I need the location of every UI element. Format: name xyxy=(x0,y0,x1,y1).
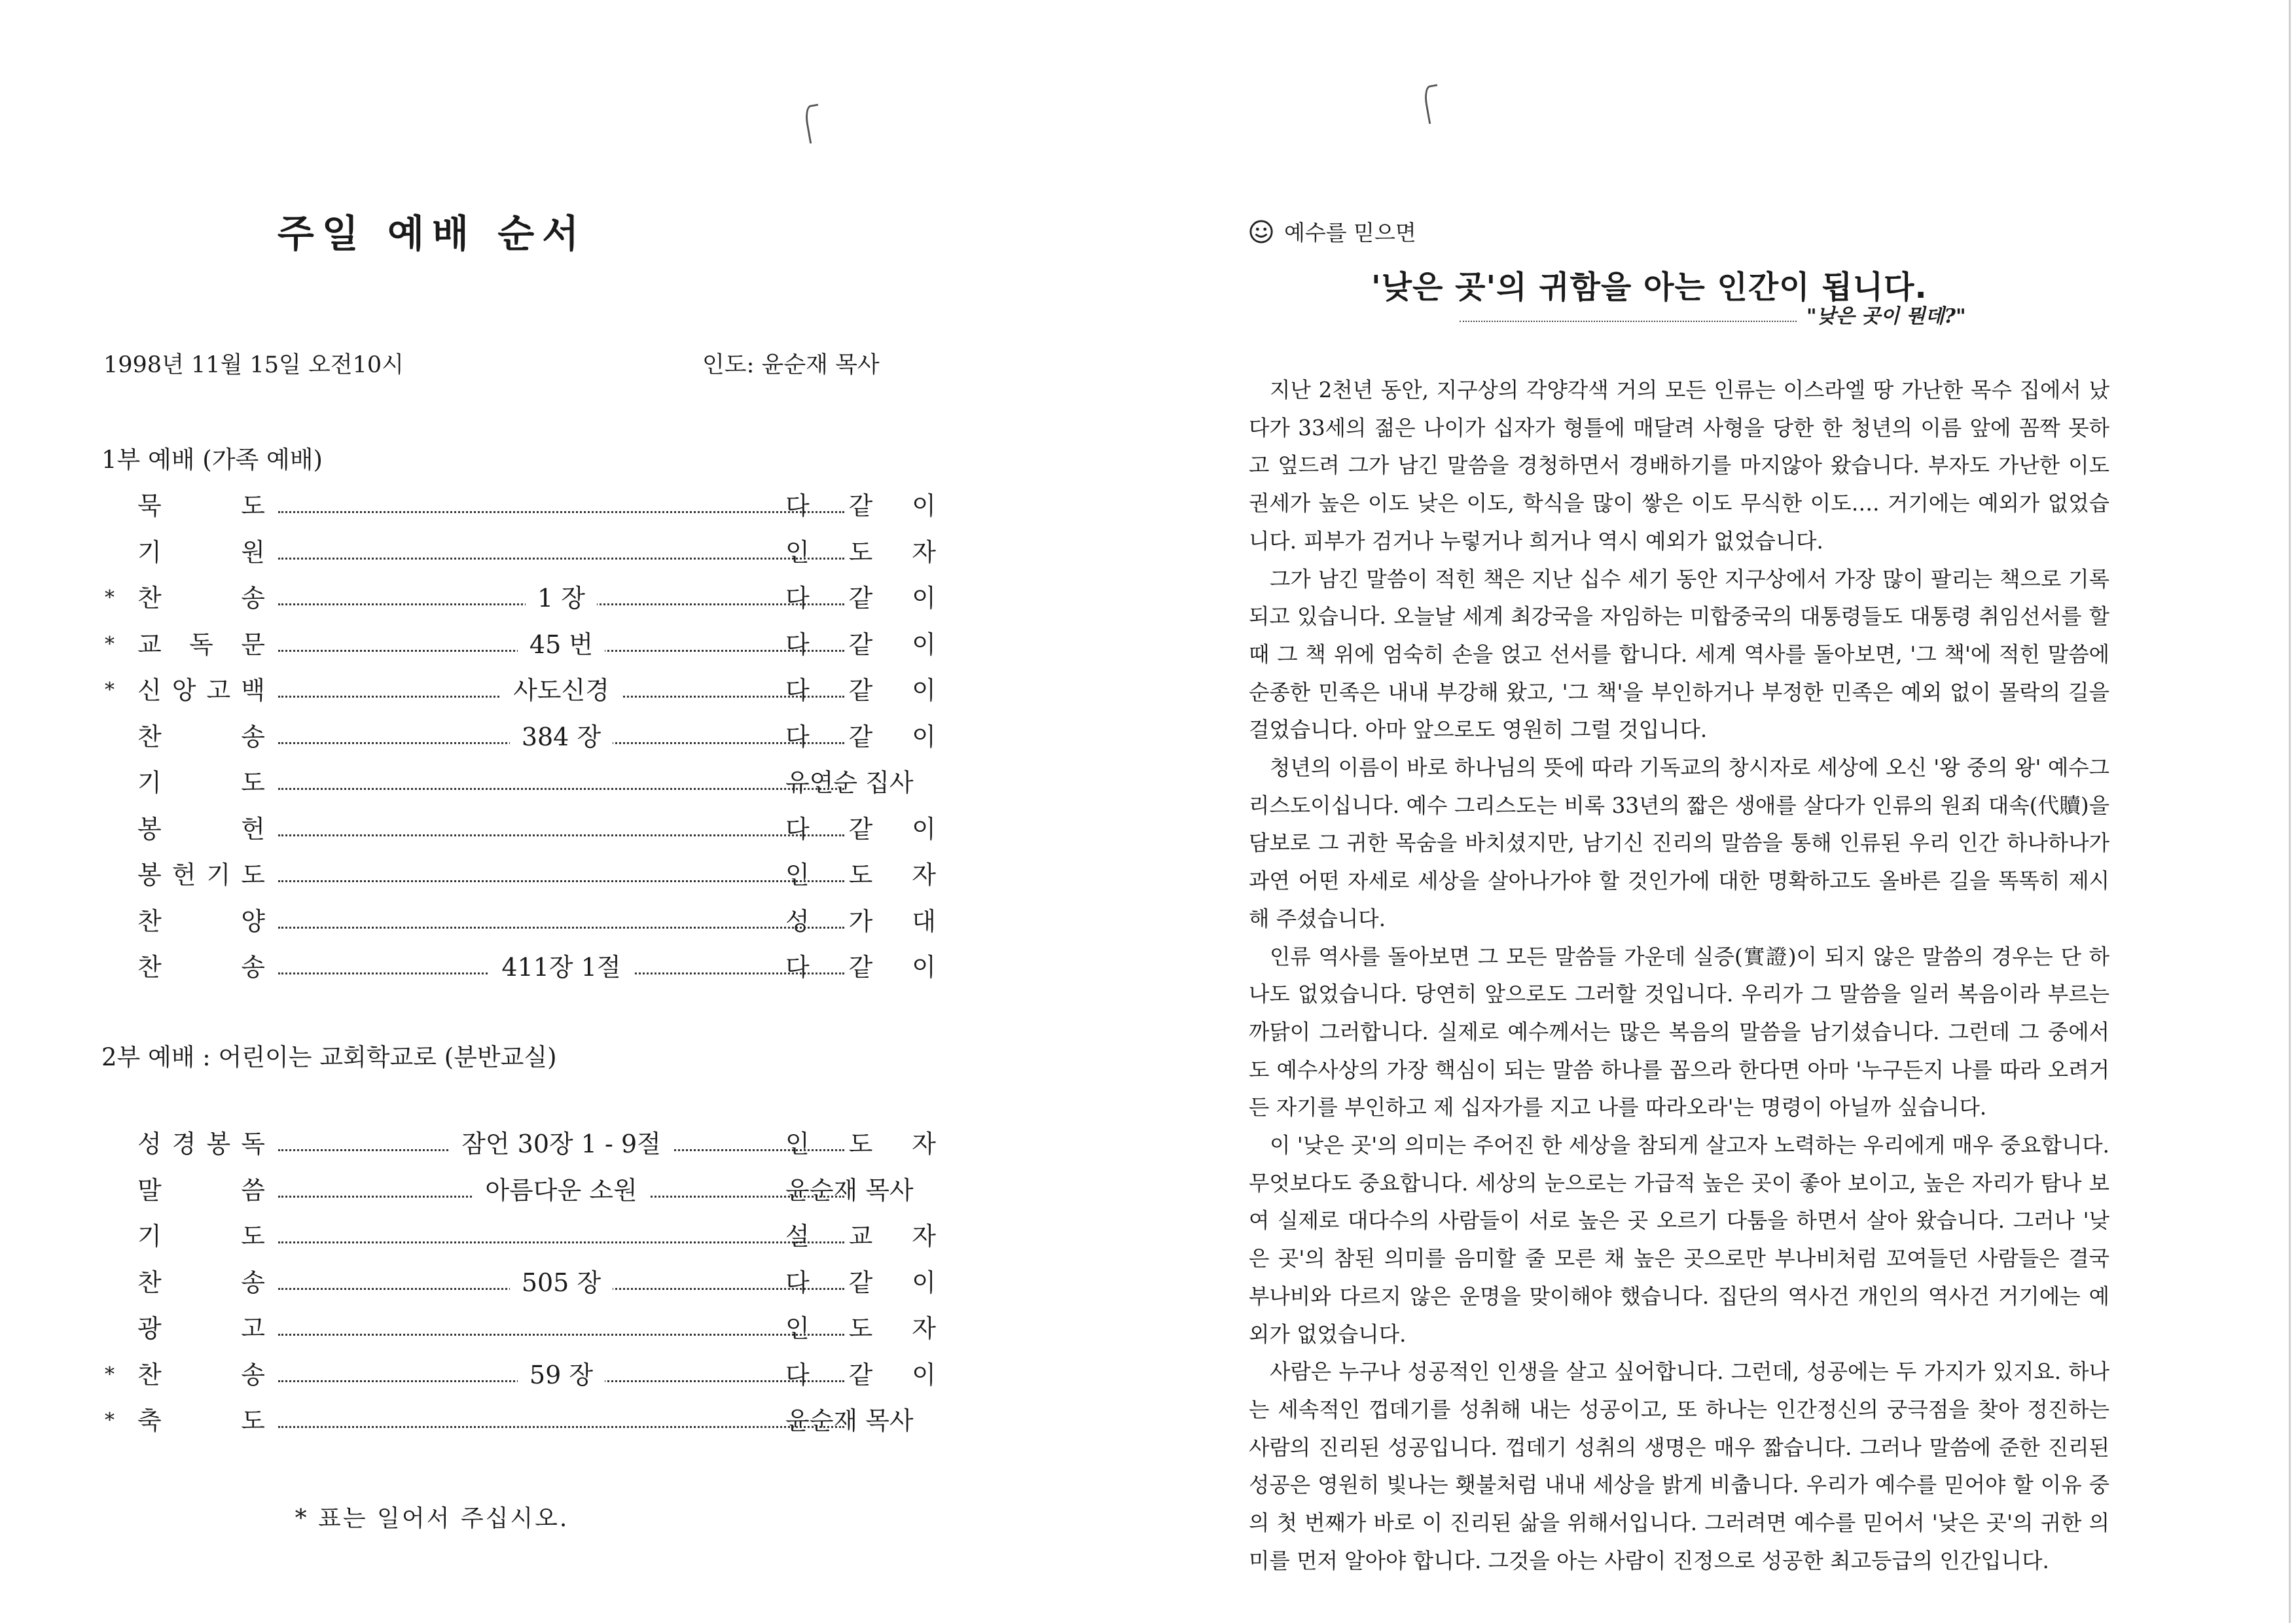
order-row xyxy=(105,719,956,755)
order-item-detail: 505 장 xyxy=(510,1268,613,1297)
order-item-leader-part: 인 xyxy=(785,537,810,567)
order-item-char: 교 xyxy=(137,630,162,659)
order-item-char: 고 xyxy=(241,1314,265,1343)
order-item-name xyxy=(137,1357,265,1393)
order-item-leader xyxy=(785,1126,936,1162)
order-item-char: 축 xyxy=(137,1406,162,1435)
order-item-leader-part: 같 xyxy=(848,584,873,613)
order-item-name xyxy=(137,1218,265,1255)
order-item-name xyxy=(137,672,265,709)
order-item-char: 헌 xyxy=(241,814,265,844)
order-item-name xyxy=(137,719,265,755)
order-item-leader-part: 설 xyxy=(785,1222,810,1251)
order-item-name xyxy=(137,857,265,893)
order-item-detail-box xyxy=(278,1126,844,1162)
order-item-name xyxy=(137,1172,265,1209)
order-item-leader-part: 성 xyxy=(785,906,810,936)
standing-marker: * xyxy=(105,679,115,702)
order-item-leader-part: 도 xyxy=(848,1314,873,1343)
part1-heading: 1부 예배 (가족 예배) xyxy=(101,446,323,474)
dotted-leader xyxy=(278,1334,844,1336)
paragraph: 인류 역사를 돌아보면 그 모든 말씀들 가운데 실증(實證)이 되지 않은 말씀의 경우는 단 하나도 없었습니다. 당연히 앞으로도 그러할 것입니다. 우리가 그 말씀을 일러 복음이라 부르는 까닭이 그러합니다. 실제로 예수께서는 많은 복음의 말씀을 남기셨습니다. 그런데 그 중에서도 예수사상의 가장 핵심이 되는 말씀 하나를 꼽으라 한다면 아마 '누구든지 나를 따라 오려거든 자기를 부인하고 제 십자가를 지고 나를 따라오라'는 명령이 아닐까 싶습니다. xyxy=(1249,944,2109,1120)
order-item-char: 신 xyxy=(137,676,162,705)
order-row xyxy=(105,672,956,709)
paragraph: 그가 남긴 말씀이 적힌 책은 지난 십수 세기 동안 지구상에서 가장 많이 팔리는 책으로 기록되고 있습니다. 오늘날 세계 최강국을 자임하는 미합중국의 대통령들도 대통령 취임선서를 할 때 그 책 위에 엄숙히 손을 얹고 선서를 합니다. 세계 역사를 돌아보면, '그 책'에 적힌 말씀에 순종한 민족은 내내 부강해 왔고, '그 책'을 부인하거나 부정한 민족은 예외 없이 몰락의 길을 걸었습니다. 아마 앞으로도 영원히 그럴 것입니다. xyxy=(1249,566,2109,743)
order-item-name xyxy=(137,903,265,940)
order-item-leader-part: 자 xyxy=(912,537,936,567)
order-item-name xyxy=(137,1126,265,1162)
paragraph: 사람은 누구나 성공적인 인생을 살고 싶어합니다. 그런데, 성공에는 두 가지가 있지요. 하나는 세속적인 껍데기를 성취해 내는 성공이고, 또 하나는 인간정신의 궁극점을 찾아 정진하는 사람의 진리된 성공입니다. 껍데기 성취의 생명은 매우 짧습니다. 그러나 말씀에 준한 진리된 성공은 영원히 빛나는 횃불처럼 내내 세상을 밝게 비춥니다. 우리가 예수를 믿어야 할 이유 중의 첫 번째가 바로 이 진리된 삶을 위해서입니다. 그러려면 예수를 믿어서 '낮은 곳'의 귀한 의미를 먼저 알아야 합니다. 그것을 아는 사람이 진정으로 성공한 최고등급의 인간입니다. xyxy=(1249,1359,2109,1573)
order-item-name xyxy=(137,580,265,616)
order-item-char: 고 xyxy=(206,676,231,705)
order-item-leader-part: 같 xyxy=(848,1360,873,1389)
order-item-leader-part: 교 xyxy=(848,1222,873,1251)
order-item-leader-part: 윤순재 목사 xyxy=(785,1175,914,1205)
order-row xyxy=(105,764,956,801)
order-item-detail: 59 장 xyxy=(518,1361,605,1389)
order-item-char: 묵 xyxy=(137,491,162,520)
order-item-leader-part: 같 xyxy=(848,953,873,982)
order-item-leader xyxy=(785,857,936,893)
order-item-detail: 411장 1절 xyxy=(490,953,632,982)
order-item-leader-part: 같 xyxy=(848,676,873,705)
subtitle-rule xyxy=(1460,321,1797,322)
order-item-detail: 45 번 xyxy=(518,630,605,659)
order-item-leader-part: 다 xyxy=(785,722,810,751)
order-item-char: 찬 xyxy=(137,906,162,936)
order-item-char: 봉 xyxy=(137,861,162,889)
order-item-leader-part: 다 xyxy=(785,491,810,520)
article-page xyxy=(1244,0,2114,1623)
order-item-name xyxy=(137,1264,265,1301)
order-row xyxy=(105,1310,956,1347)
article-subtitle: "낮은 곳이 뭔데?" xyxy=(1806,305,1966,328)
order-item-char: 독 xyxy=(241,1130,265,1158)
order-item-detail-box xyxy=(278,1264,844,1301)
order-item-char: 도 xyxy=(241,1222,265,1251)
order-item-char: 송 xyxy=(241,1268,265,1297)
order-item-char: 경 xyxy=(171,1130,196,1158)
order-item-leader-part: 같 xyxy=(848,491,873,520)
order-item-leader xyxy=(785,1264,936,1301)
order-item-char: 씀 xyxy=(241,1175,265,1205)
order-item-detail-box xyxy=(278,1172,844,1209)
order-item-leader-part: 다 xyxy=(785,676,810,705)
order-item-char: 도 xyxy=(241,1406,265,1435)
order-item-name xyxy=(137,811,265,847)
order-item-name xyxy=(137,1402,265,1439)
order-item-leader xyxy=(785,1172,936,1209)
order-item-char: 기 xyxy=(137,768,162,797)
order-item-leader-part: 자 xyxy=(912,861,936,889)
order-item-char: 앙 xyxy=(171,676,196,705)
order-item-leader-part: 윤순재 목사 xyxy=(785,1406,914,1435)
order-item-detail-box xyxy=(278,580,844,616)
order-item-leader-part: 인 xyxy=(785,1130,810,1158)
order-item-leader xyxy=(785,764,936,801)
order-item-name xyxy=(137,1310,265,1347)
order-item-char: 송 xyxy=(241,1360,265,1389)
service-date: 1998년 11월 15일 오전10시 xyxy=(103,352,404,378)
paragraph: 청년의 이름이 바로 하나님의 뜻에 따라 기독교의 창시자로 세상에 오신 '왕 중의 왕' 예수그리스도이십니다. 예수 그리스도는 비록 33년의 짧은 생애를 살다가 인류의 원죄 대속(代贖)을 담보로 그 귀한 목숨을 바치셨지만, 남기신 진리의 말씀을 통해 인류된 우리 인간 하나하나가 과연 어떤 자세로 세상을 살아나가야 할 것인가에 대한 명확하고도 올바른 길을 똑똑히 제시해 주셨습니다. xyxy=(1249,755,2109,931)
order-item-detail-box xyxy=(278,949,844,986)
order-item-leader-part: 유연순 집사 xyxy=(785,768,914,797)
order-item-char: 기 xyxy=(137,537,162,567)
standing-marker: * xyxy=(105,586,115,609)
order-item-leader-part: 가 xyxy=(848,906,873,936)
order-item-leader xyxy=(785,719,936,755)
part2-heading: 2부 예배 : 어린이는 교회학교로 (분반교실) xyxy=(101,1043,557,1071)
order-item-leader-part: 다 xyxy=(785,630,810,659)
smiley-icon xyxy=(1249,219,1274,244)
order-item-char: 말 xyxy=(137,1175,162,1205)
order-item-detail-box xyxy=(278,626,844,663)
article-headline: '낮은 곳'의 귀함을 아는 인간이 됩니다. xyxy=(1371,269,1928,306)
standing-marker: * xyxy=(105,1363,115,1386)
page-title: 주일 예배 순서 xyxy=(277,211,587,256)
order-item-leader-part: 인 xyxy=(785,861,810,889)
order-item-detail: 잠언 30장 1 - 9절 xyxy=(450,1130,673,1158)
order-item-char: 찬 xyxy=(137,953,162,982)
page-edge xyxy=(2289,0,2291,1623)
order-item-leader xyxy=(785,1218,936,1255)
order-row xyxy=(105,1264,956,1301)
order-item-detail-box xyxy=(278,1357,844,1393)
order-item-char: 도 xyxy=(241,491,265,520)
order-item-char: 기 xyxy=(137,1222,162,1251)
order-row xyxy=(105,857,956,893)
order-item-char: 찬 xyxy=(137,1360,162,1389)
order-item-leader-part: 다 xyxy=(785,584,810,613)
order-item-leader-part: 같 xyxy=(848,630,873,659)
standing-marker: * xyxy=(105,632,115,656)
order-item-char: 기 xyxy=(206,861,231,889)
order-item-leader-part: 다 xyxy=(785,1360,810,1389)
dotted-leader xyxy=(278,511,844,513)
order-item-leader xyxy=(785,1310,936,1347)
order-item-char: 백 xyxy=(241,676,265,705)
order-row xyxy=(105,534,956,571)
order-item-leader xyxy=(785,811,936,847)
order-item-detail: 1 장 xyxy=(526,584,597,613)
order-item-char: 원 xyxy=(241,537,265,567)
order-item-char: 송 xyxy=(241,953,265,982)
order-item-leader-part: 이 xyxy=(912,491,936,520)
order-row xyxy=(105,1357,956,1393)
order-item-leader-part: 도 xyxy=(848,861,873,889)
order-item-leader-part: 자 xyxy=(912,1222,936,1251)
dotted-leader xyxy=(278,880,844,882)
order-item-leader-part: 이 xyxy=(912,630,936,659)
order-row xyxy=(105,1126,956,1162)
order-row xyxy=(105,1402,956,1439)
order-item-leader xyxy=(785,672,936,709)
footnote: * 표는 일어서 주십시오. xyxy=(295,1505,569,1532)
dotted-leader xyxy=(278,927,844,929)
order-row xyxy=(105,1172,956,1209)
order-item-char: 찬 xyxy=(137,722,162,751)
order-item-leader-part: 같 xyxy=(848,814,873,844)
order-item-leader-part: 대 xyxy=(912,906,936,936)
order-item-leader-part: 이 xyxy=(912,722,936,751)
order-item-leader-part: 이 xyxy=(912,953,936,982)
order-item-char: 찬 xyxy=(137,1268,162,1297)
order-item-leader xyxy=(785,949,936,986)
order-row xyxy=(105,903,956,940)
order-row xyxy=(105,949,956,986)
order-item-char: 광 xyxy=(137,1314,162,1343)
order-item-char: 헌 xyxy=(171,861,196,889)
order-item-char: 성 xyxy=(137,1130,162,1158)
order-row xyxy=(105,811,956,847)
paragraph: 지난 2천년 동안, 지구상의 각양각색 거의 모든 인류는 이스라엘 땅 가난한 목수 집에서 났다가 33세의 젊은 나이가 십자가 형틀에 매달려 사형을 당한 한 청년의 이름 앞에 꼼짝 못하고 엎드려 그가 남긴 말씀을 경청하면서 경배하기를 마지않아 왔습니다. 부자도 가난한 이도 권세가 높은 이도 낮은 이도, 학식을 많이 쌓은 이도 무식한 이도…. 거기에는 예외가 없었습니다. 피부가 검거나 누렇거나 희거나 역시 예외가 없었습니다. xyxy=(1249,378,2109,554)
order-item-char: 봉 xyxy=(137,814,162,844)
order-row xyxy=(105,1218,956,1255)
order-item-leader-part: 이 xyxy=(912,584,936,613)
order-item-leader xyxy=(785,1402,936,1439)
order-item-leader xyxy=(785,580,936,616)
order-item-leader-part: 이 xyxy=(912,676,936,705)
dotted-leader xyxy=(278,788,844,790)
order-item-char: 송 xyxy=(241,722,265,751)
kicker xyxy=(1249,216,1416,247)
order-row xyxy=(105,488,956,524)
order-item-detail-box xyxy=(278,719,844,755)
paragraph: 이 '낮은 곳'의 의미는 주어진 한 세상을 참되게 살고자 노력하는 우리에게 매우 중요합니다. 무엇보다도 중요합니다. 세상의 눈으로는 가급적 높은 곳이 좋아 보이고, 높은 자리가 탐나 보여 실제로 대다수의 사람들이 서로 높은 곳 오르기 다툼을 하면서 살아 왔습니다. 그러나 '낮은 곳'의 참된 의미를 음미할 줄 모른 채 높은 곳으로만 부나비처럼 꼬여들던 사람들은 결국 부나비와 다르지 않은 운명을 맞이해야 했습니다. 집단의 역사건 개인의 역사건 거기에는 예외가 없었습니다. xyxy=(1249,1133,2109,1347)
dotted-leader xyxy=(278,1241,844,1243)
order-item-leader-part: 이 xyxy=(912,814,936,844)
order-item-leader-part: 도 xyxy=(848,1130,873,1158)
order-row xyxy=(105,626,956,663)
order-item-char: 찬 xyxy=(137,584,162,613)
order-row xyxy=(105,580,956,616)
order-item-leader-part: 자 xyxy=(912,1314,936,1343)
order-item-leader xyxy=(785,488,936,524)
order-item-name xyxy=(137,949,265,986)
worship-order-page xyxy=(92,0,942,1623)
order-item-char: 문 xyxy=(241,630,265,659)
order-item-leader xyxy=(785,903,936,940)
order-item-char: 송 xyxy=(241,584,265,613)
order-item-leader-part: 다 xyxy=(785,814,810,844)
order-item-detail: 384 장 xyxy=(510,722,613,751)
order-item-leader xyxy=(785,626,936,663)
order-item-leader-part: 같 xyxy=(848,722,873,751)
order-item-char: 독 xyxy=(189,630,213,659)
article-body xyxy=(1249,372,2109,1580)
order-item-name xyxy=(137,764,265,801)
order-item-leader-part: 자 xyxy=(912,1130,936,1158)
order-item-leader xyxy=(785,534,936,571)
kicker-text: 예수를 믿으면 xyxy=(1284,220,1416,245)
order-item-leader-part: 도 xyxy=(848,537,873,567)
order-item-detail: 아름다운 소원 xyxy=(473,1176,649,1205)
order-item-leader-part: 다 xyxy=(785,953,810,982)
dotted-leader xyxy=(278,834,844,836)
order-item-name xyxy=(137,534,265,571)
order-item-detail: 사도신경 xyxy=(501,676,621,705)
order-item-leader-part: 같 xyxy=(848,1268,873,1297)
order-item-leader-part: 인 xyxy=(785,1314,810,1343)
service-leader: 인도: 윤순재 목사 xyxy=(702,352,880,378)
order-item-char: 도 xyxy=(241,861,265,889)
order-item-leader-part: 이 xyxy=(912,1268,936,1297)
order-item-leader xyxy=(785,1357,936,1393)
dotted-leader xyxy=(278,1426,844,1428)
order-item-leader-part: 이 xyxy=(912,1360,936,1389)
standing-marker: * xyxy=(105,1409,115,1432)
order-item-char: 봉 xyxy=(206,1130,231,1158)
order-item-leader-part: 다 xyxy=(785,1268,810,1297)
order-item-name xyxy=(137,626,265,663)
order-item-detail-box xyxy=(278,672,844,709)
order-item-name xyxy=(137,488,265,524)
order-item-char: 양 xyxy=(241,906,265,936)
dotted-leader xyxy=(278,558,844,560)
order-item-char: 도 xyxy=(241,768,265,797)
